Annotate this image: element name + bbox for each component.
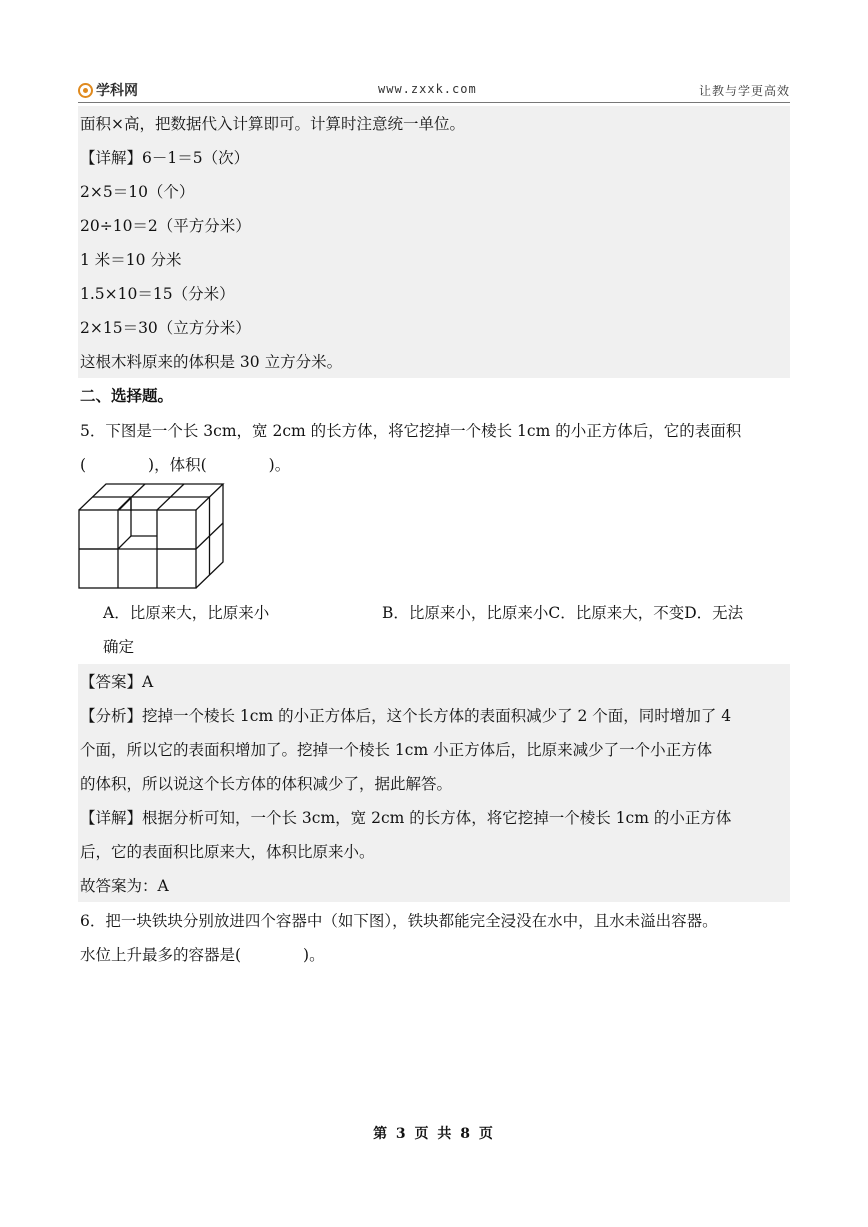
analysis-text: 【分析】挖掉一个棱长 1cm 的小正方体后，这个长方体的表面积减少了 2 个面，同时增加了 4 — [80, 707, 732, 725]
detail-step: 1 米＝10 分米 — [80, 251, 182, 269]
detail-text: 后，它的表面积比原来大，体积比原来小。 — [80, 843, 375, 861]
section-title: 二、选择题。 — [80, 386, 174, 405]
prev-detail-first — [80, 147, 249, 169]
option-d-continued: 确定 — [103, 638, 135, 656]
option-b-c-d: B．比原来小，比原来小C．比原来大，不变D．无法 — [382, 604, 744, 622]
site-logo — [78, 80, 138, 100]
option-a: A．比原来大，比原来小 — [103, 604, 270, 622]
detail-step: 6－1＝5（次） — [142, 149, 250, 167]
question-5-text: 5．下图是一个长 3cm，宽 2cm 的长方体，将它挖掉一个棱长 1cm 的小正方体后，它的表面积 — [80, 422, 742, 440]
detail-text: 【详解】根据分析可知，一个长 3cm，宽 2cm 的长方体，将它挖掉一个棱长 1cm 的小正方体 — [80, 809, 732, 827]
logo-icon — [78, 83, 93, 98]
question-6-text: 水位上升最多的容器是( )。 — [80, 946, 325, 964]
site-slogan: 让教与学更高效 — [698, 84, 790, 98]
final-answer: 故答案为：A — [80, 877, 169, 895]
site-url: www.zxxk.com — [378, 82, 477, 96]
detail-step: 2×15＝30（立方分米） — [80, 319, 251, 337]
detail-step: 1.5×10＝15（分米） — [80, 285, 235, 303]
detail-label: 【详解】 — [80, 149, 143, 167]
answer-text: 【答案】A — [80, 673, 154, 691]
question-5-text: ( )，体积( )。 — [80, 456, 291, 474]
logo-text: 学科网 — [96, 83, 138, 99]
page-footer: 第 3 页 共 8 页 — [373, 1126, 495, 1142]
page-header — [78, 80, 790, 103]
detail-step: 20÷10＝2（平方分米） — [80, 217, 251, 235]
prev-solution-line: 面积×高，把数据代入计算即可。计算时注意统一单位。 — [80, 115, 465, 133]
detail-step: 2×5＝10（个） — [80, 183, 195, 201]
detail-conclusion: 这根木料原来的体积是 30 立方分米。 — [80, 353, 343, 371]
question-6-text: 6．把一块铁块分别放进四个容器中（如下图），铁块都能完全浸没在水中，且水未溢出容器。 — [80, 912, 718, 930]
cuboid-figure — [78, 482, 226, 592]
analysis-text: 的体积，所以说这个长方体的体积减少了，据此解答。 — [80, 775, 453, 793]
analysis-text: 个面，所以它的表面积增加了。挖掉一个棱长 1cm 小正方体后，比原来减少了一个小正方体 — [80, 741, 713, 759]
